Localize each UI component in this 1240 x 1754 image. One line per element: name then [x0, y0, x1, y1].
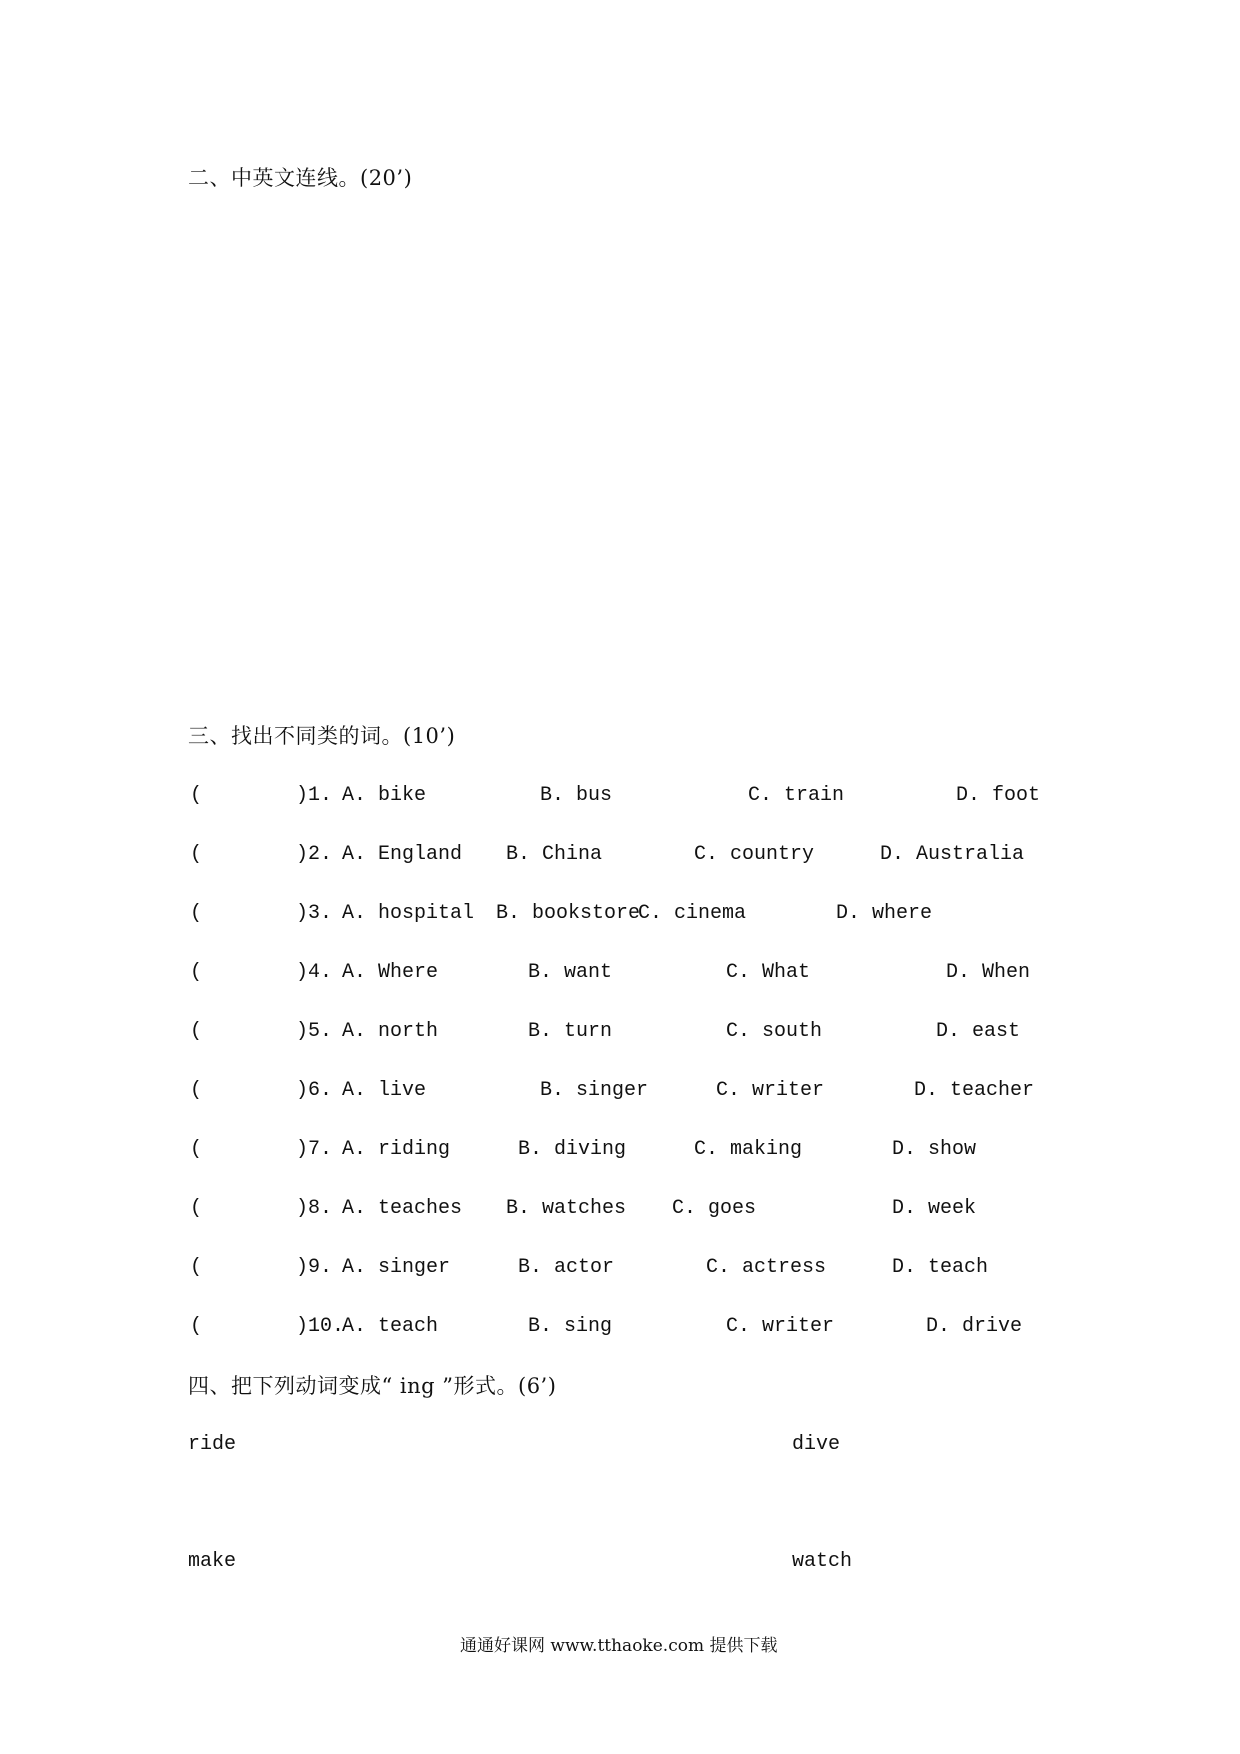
option-c: C. making — [694, 1138, 803, 1161]
verb-word: dive — [792, 1433, 841, 1456]
option-c: C. actress — [706, 1256, 827, 1279]
section2-title: 二、中英文连线。(20’) — [188, 166, 413, 190]
option-c: C. country — [694, 843, 815, 866]
option-d: D. teacher — [914, 1079, 1035, 1102]
option-a: A. teaches — [342, 1197, 463, 1220]
question-bracket: ( — [190, 843, 203, 866]
option-d: D. foot — [956, 784, 1041, 807]
question-bracket: ( — [190, 1079, 203, 1102]
question-bracket: ( — [190, 1315, 203, 1338]
option-b: B. bus — [540, 784, 613, 807]
option-c: C. cinema — [638, 902, 747, 925]
question-bracket: ( — [190, 1020, 203, 1043]
question-number: )4. — [296, 961, 333, 984]
option-b: B. watches — [506, 1197, 627, 1220]
option-b: B. diving — [518, 1138, 627, 1161]
question-number: )7. — [296, 1138, 333, 1161]
option-d: D. week — [892, 1197, 977, 1220]
option-a: A. England — [342, 843, 463, 866]
option-d: D. show — [892, 1138, 977, 1161]
question-number: )8. — [296, 1197, 333, 1220]
option-b: B. turn — [528, 1020, 613, 1043]
question-number: )1. — [296, 784, 333, 807]
option-b: B. actor — [518, 1256, 615, 1279]
option-d: D. where — [836, 902, 933, 925]
option-a: A. teach — [342, 1315, 439, 1338]
option-d: D. drive — [926, 1315, 1023, 1338]
question-bracket: ( — [190, 1138, 203, 1161]
option-c: C. south — [726, 1020, 823, 1043]
question-number: )9. — [296, 1256, 333, 1279]
option-d: D. east — [936, 1020, 1021, 1043]
option-b: B. singer — [540, 1079, 649, 1102]
option-b: B. China — [506, 843, 603, 866]
verb-word: make — [188, 1550, 237, 1573]
question-bracket: ( — [190, 961, 203, 984]
option-c: C. train — [748, 784, 845, 807]
section4-title: 四、把下列动词变成“ ing ”形式。(6’) — [188, 1374, 557, 1398]
option-b: B. bookstore — [496, 902, 641, 925]
question-number: )6. — [296, 1079, 333, 1102]
option-d: D. Australia — [880, 843, 1025, 866]
option-a: A. singer — [342, 1256, 451, 1279]
option-b: B. want — [528, 961, 613, 984]
verb-word: ride — [188, 1433, 237, 1456]
question-bracket: ( — [190, 1197, 203, 1220]
option-a: A. hospital — [342, 902, 475, 925]
option-b: B. sing — [528, 1315, 613, 1338]
section3-title: 三、找出不同类的词。(10’) — [188, 724, 456, 748]
question-number: )3. — [296, 902, 333, 925]
question-bracket: ( — [190, 902, 203, 925]
option-a: A. bike — [342, 784, 427, 807]
option-c: C. What — [726, 961, 811, 984]
option-a: A. riding — [342, 1138, 451, 1161]
verb-word: watch — [792, 1550, 853, 1573]
option-c: C. writer — [716, 1079, 825, 1102]
page-footer: 通通好课网 www.tthaoke.com 提供下载 — [460, 1636, 778, 1656]
question-bracket: ( — [190, 1256, 203, 1279]
option-a: A. live — [342, 1079, 427, 1102]
option-c: C. writer — [726, 1315, 835, 1338]
option-d: D. teach — [892, 1256, 989, 1279]
option-c: C. goes — [672, 1197, 757, 1220]
option-a: A. Where — [342, 961, 439, 984]
option-a: A. north — [342, 1020, 439, 1043]
question-bracket: ( — [190, 784, 203, 807]
question-number: )5. — [296, 1020, 333, 1043]
question-number: )10. — [296, 1315, 345, 1338]
question-number: )2. — [296, 843, 333, 866]
option-d: D. When — [946, 961, 1031, 984]
